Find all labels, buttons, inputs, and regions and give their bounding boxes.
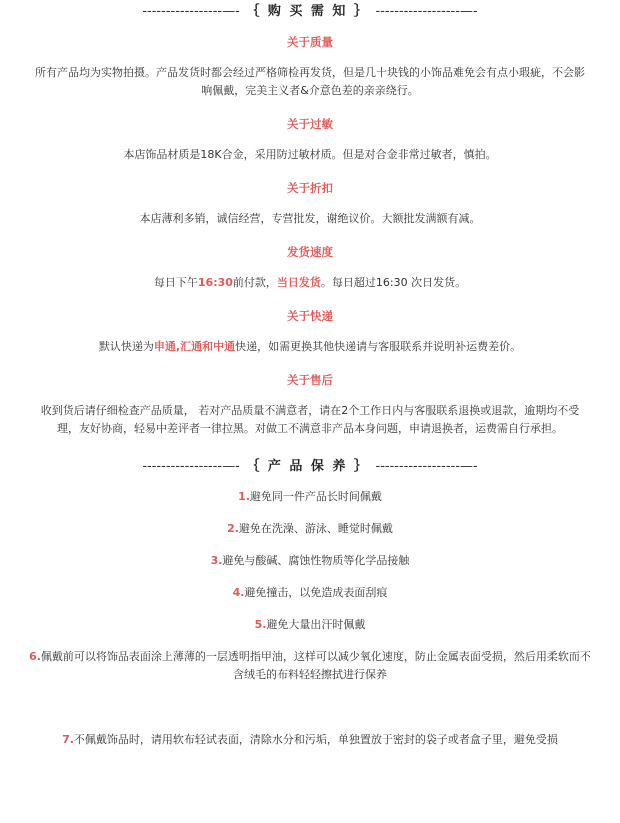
care-item-4 <box>0 584 620 602</box>
section-heading-quality: 关于质量 <box>287 35 333 49</box>
shipping-text-c: 。每日超过16:30 次日发货。 <box>320 276 467 289</box>
care-item-number: 1. <box>238 490 250 503</box>
care-item-text: 佩戴前可以将饰品表面涂上薄薄的一层透明指甲油，这样可以减少氧化速度，防止金属表面受损，然后用柔软而不 <box>40 650 591 663</box>
section-text-allergy: 本店饰品材质是18K合金，采用防过敏材质。但是对合金非常过敏者，慎拍。 <box>123 148 497 161</box>
shipping-text-a: 每日下午 <box>153 276 198 289</box>
section-heading-allergy: 关于过敏 <box>287 117 333 131</box>
section-heading-after-sales: 关于售后 <box>287 373 333 387</box>
divider-dashes-right: ------------------—- <box>375 4 478 19</box>
care-item-number: 6. <box>29 650 41 663</box>
after-sales-line-1: 收到货后请仔细检查产品质量， 若对产品质量不满意者，请在2个工作日内与客服联系退换或退款，逾期均不受 <box>40 404 580 417</box>
care-item-number: 5. <box>254 618 267 631</box>
courier-names: 申通,汇通和中通 <box>153 340 236 353</box>
care-item-6 <box>0 648 620 684</box>
section-heading-discount: 关于折扣 <box>287 181 333 195</box>
courier-text-a: 默认快递为 <box>98 340 154 353</box>
shipping-text-b: 前付款， <box>232 276 277 289</box>
care-item-number: 4. <box>232 586 245 599</box>
care-item-2 <box>0 520 620 538</box>
section-text-after-sales <box>0 402 620 438</box>
care-item-text-continued: 含绒毛的布料轻轻擦拭进行保养 <box>233 668 387 681</box>
care-item-text: 避免同一件产品长时间佩戴 <box>249 490 382 503</box>
section-heading-courier: 关于快递 <box>287 309 333 323</box>
product-care-divider <box>0 455 620 474</box>
after-sales-line-2: 理，友好协商，轻易中差评者一律拉黑。对做工不满意非产品本身问题，申请退换者，运费需自行承担。 <box>57 422 563 435</box>
divider-dashes-left: -----------------—- <box>142 459 240 474</box>
care-item-text: 不佩戴饰品时，请用软布轻试表面，清除水分和污垢，单独置放于密封的袋子或者盒子里，避免受损 <box>73 733 558 746</box>
section-text-discount: 本店薄利多销，诚信经营，专营批发，谢绝议价。大额批发满额有减。 <box>139 212 481 225</box>
care-item-text: 避免与酸碱、腐蚀性物质等化学品接触 <box>222 554 410 567</box>
courier-text-b: 快递，如需更换其他快递请与客服联系并说明补运费差价。 <box>235 340 522 353</box>
care-item-7 <box>0 731 620 749</box>
care-item-1 <box>0 488 620 506</box>
care-item-5 <box>0 616 620 634</box>
section-text-quality <box>0 64 620 100</box>
section-text-shipping-speed <box>0 274 620 292</box>
care-item-number: 7. <box>62 733 74 746</box>
care-item-text: 避免撞击，以免造成表面刮痕 <box>244 586 388 599</box>
section-text-courier <box>0 338 620 356</box>
purchase-notice-divider <box>0 0 620 19</box>
care-item-text: 避免大量出汗时佩戴 <box>266 618 366 631</box>
quality-line-2: 响佩戴，完美主义者&介意色差的亲亲绕行。 <box>201 84 419 97</box>
quality-line-1: 所有产品均为实物拍摄。产品发货时都会经过严格筛检再发货，但是几十块钱的小饰品难免会有点小瑕疵，不会影 <box>35 66 585 79</box>
care-item-3 <box>0 552 620 570</box>
shipping-same-day: 当日发货 <box>276 276 321 289</box>
product-care-title: ｛ 产 品 保 养 ｝ <box>246 459 369 474</box>
purchase-notice-title: ｛ 购 买 需 知 ｝ <box>246 4 369 19</box>
care-item-number: 3. <box>210 554 223 567</box>
divider-dashes-left: -----------------—- <box>142 4 240 19</box>
care-item-number: 2. <box>227 522 239 535</box>
care-item-text: 避免在洗澡、游泳、睡觉时佩戴 <box>238 522 393 535</box>
section-heading-shipping-speed: 发货速度 <box>287 245 333 259</box>
shipping-cutoff-time: 16:30 <box>197 276 233 289</box>
divider-dashes-right: ------------------—- <box>375 459 478 474</box>
